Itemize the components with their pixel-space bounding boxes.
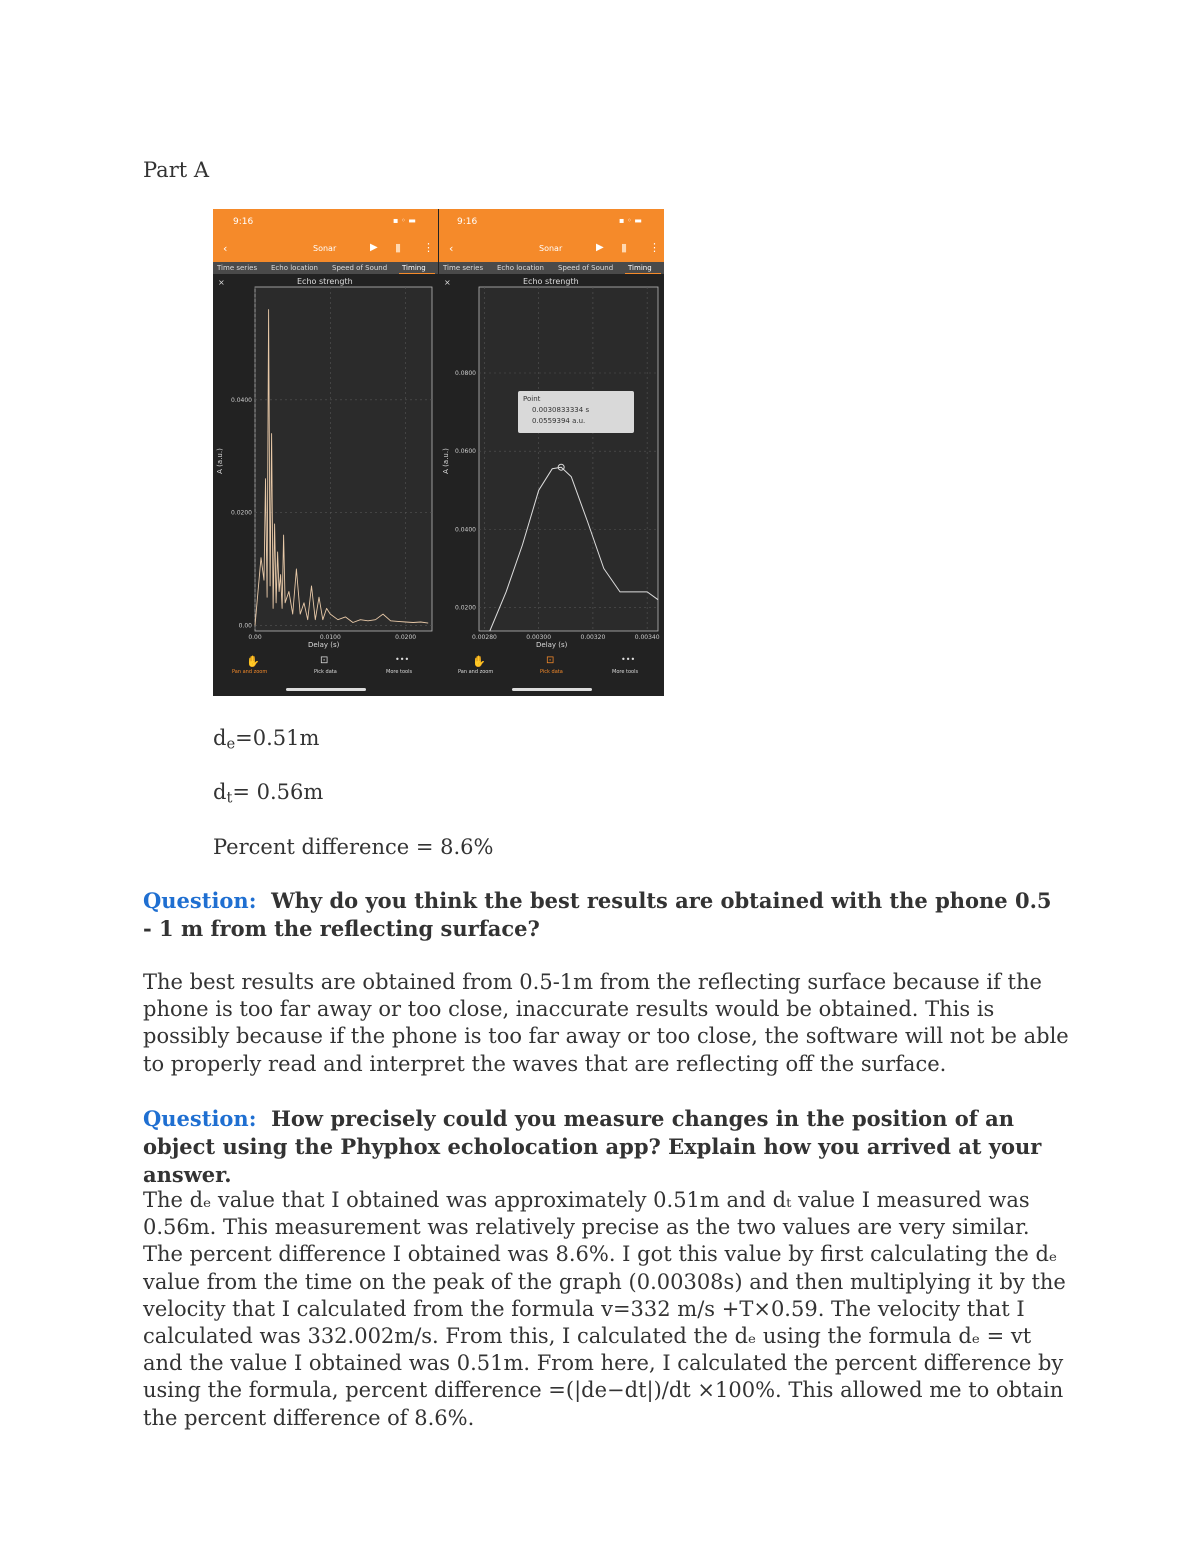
tab-timing[interactable]: Timing — [628, 264, 652, 272]
tab-bar — [213, 262, 438, 274]
status-bar — [439, 209, 664, 235]
tab-active-indicator — [625, 273, 661, 274]
question-2-text: How precisely could you measure changes in the position of an object using the Phyphox echolocation app? Explain how you arrived at your answer. — [143, 1106, 1042, 1187]
tab-time-series[interactable]: Time series — [217, 264, 258, 272]
answer-1: The best results are obtained from 0.5-1m from the reflecting surface because if the phone is too far away or too close, inaccurate results would be obtained. This is possibly because if the phone is too far away or too close, the software will not be able to properly read and interpret the waves that are reflecting off the surface. — [143, 970, 1069, 1076]
app-header — [213, 235, 438, 265]
question-1-label: Question: — [143, 888, 257, 913]
tool-pan-zoom[interactable]: Pan and zoom — [232, 669, 268, 675]
tooltip-x: 0.0030833334 s — [532, 406, 590, 414]
point-tooltip — [518, 391, 634, 433]
phyphox-screenshot — [213, 209, 664, 696]
bottom-toolbar — [439, 655, 664, 694]
echo-chart-left[interactable] — [213, 283, 438, 653]
back-chevron-icon[interactable]: ‹ — [449, 242, 454, 255]
signal-wifi-battery-icon: ▪ ◦ ▬ — [393, 216, 416, 225]
collapse-icon[interactable]: ⨯ — [218, 278, 225, 287]
tool-pan-zoom[interactable]: Pan and zoom — [458, 669, 494, 675]
pick-target-icon[interactable]: ⊡ — [320, 655, 329, 666]
x-tick-label: 0.00300 — [526, 634, 552, 641]
hand-pan-icon[interactable]: ✋ — [472, 655, 486, 668]
collapse-icon[interactable]: ⨯ — [444, 278, 451, 287]
chart-title: Echo strength — [297, 277, 353, 286]
y-axis-label: A (a.u.) — [215, 448, 224, 474]
menu-dots-icon[interactable]: ⋮ — [423, 241, 434, 254]
tool-pick-data[interactable]: Pick data — [314, 669, 337, 675]
page-heading: Part A — [143, 158, 210, 182]
dt-subscript: t — [226, 789, 233, 807]
menu-dots-icon[interactable]: ⋮ — [649, 241, 660, 254]
question-2-label: Question: — [143, 1106, 257, 1131]
home-indicator — [512, 688, 592, 691]
back-chevron-icon[interactable]: ‹ — [223, 242, 228, 255]
answer-2: The dₑ value that I obtained was approximately 0.51m and dₜ value I measured was 0.56m. This measurement was relatively precise as the two values are very similar. The percent difference I obtained was 8.6%. I got this value by first calculating the dₑ value from the time on the peak of the graph (0.00308s) and then multiplying it by the velocity that I calculated from the formula v=332 m/s +T×0.59. The velocity that I calculated was 332.002m/s. From this, I calculated the dₑ using the formula dₑ = vt and the value I obtained was 0.51m. From here, I calculated the percent difference by using the formula, percent difference =(|de−dt|)/dt ×100%. This allowed me to obtain the percent difference of 8.6%. — [143, 1188, 1066, 1430]
more-dots-icon[interactable]: ••• — [621, 655, 636, 664]
de-value: =0.51m — [235, 726, 320, 750]
y-tick-label: 0.0200 — [455, 604, 476, 612]
more-dots-icon[interactable]: ••• — [395, 655, 410, 664]
de-measurement — [213, 725, 319, 758]
signal-wifi-battery-icon: ▪ ◦ ▬ — [619, 216, 642, 225]
x-tick-label: 0.00340 — [634, 634, 660, 641]
plot-area — [479, 287, 658, 631]
x-tick-label: 0.00280 — [472, 634, 497, 641]
tab-time-series[interactable]: Time series — [443, 264, 484, 272]
chart-title: Echo strength — [523, 277, 579, 286]
tab-speed-of-sound[interactable]: Speed of Sound — [332, 264, 388, 272]
x-tick-label: 0.0200 — [395, 634, 417, 641]
y-tick-label: 0.00 — [238, 622, 252, 630]
y-tick-label: 0.0200 — [231, 509, 252, 517]
phone-right — [439, 209, 664, 696]
tooltip-y: 0.0559394 a.u. — [532, 417, 586, 425]
x-tick-label: 0.0100 — [319, 634, 341, 641]
percent-difference: Percent difference = 8.6% — [213, 835, 494, 859]
tab-speed-of-sound[interactable]: Speed of Sound — [558, 264, 614, 272]
question-1 — [143, 887, 1063, 943]
tool-more-tools[interactable]: More tools — [386, 669, 413, 675]
status-bar — [213, 209, 438, 235]
tab-timing[interactable]: Timing — [402, 264, 426, 272]
tab-active-indicator — [399, 273, 435, 274]
de-symbol: d — [213, 726, 227, 750]
question-1-text: Why do you think the best results are obtained with the phone 0.5 - 1 m from the reflecting surface? — [143, 888, 1052, 941]
tab-echo-location[interactable]: Echo location — [271, 264, 318, 272]
x-tick-label: 0.00320 — [580, 634, 606, 641]
x-tick-label: 0.00 — [248, 634, 262, 641]
status-time: 9:16 — [233, 217, 254, 227]
status-time: 9:16 — [457, 217, 478, 227]
bottom-toolbar — [213, 655, 438, 694]
trash-icon[interactable]: ▮ — [621, 241, 628, 254]
x-axis-label: Delay (s) — [308, 641, 340, 649]
dt-value: = 0.56m — [232, 780, 324, 804]
tab-bar — [439, 262, 664, 274]
tool-more-tools[interactable]: More tools — [612, 669, 639, 675]
phone-left — [213, 209, 438, 696]
echo-chart-right[interactable] — [439, 283, 664, 653]
app-title: Sonar — [313, 244, 337, 253]
question-2 — [143, 1105, 1063, 1189]
y-tick-label: 0.0600 — [455, 448, 476, 456]
x-axis-label: Delay (s) — [536, 641, 568, 649]
app-header — [439, 235, 664, 265]
tooltip-title: Point — [523, 395, 541, 403]
tab-echo-location[interactable]: Echo location — [497, 264, 544, 272]
y-tick-label: 0.0400 — [231, 396, 252, 404]
hand-pan-icon[interactable]: ✋ — [246, 655, 260, 668]
y-tick-label: 0.0400 — [455, 526, 476, 534]
trash-icon[interactable]: ▮ — [395, 241, 402, 254]
play-icon[interactable]: ▶ — [596, 242, 604, 253]
dt-measurement — [213, 779, 323, 812]
tool-pick-data[interactable]: Pick data — [540, 669, 563, 675]
app-title: Sonar — [539, 244, 563, 253]
y-axis-label: A (a.u.) — [441, 448, 450, 474]
y-tick-label: 0.0800 — [455, 370, 476, 377]
de-subscript: e — [226, 735, 236, 753]
home-indicator — [286, 688, 366, 691]
pick-target-icon[interactable]: ⊡ — [546, 655, 555, 666]
dt-symbol: d — [213, 780, 227, 804]
play-icon[interactable]: ▶ — [370, 242, 378, 253]
